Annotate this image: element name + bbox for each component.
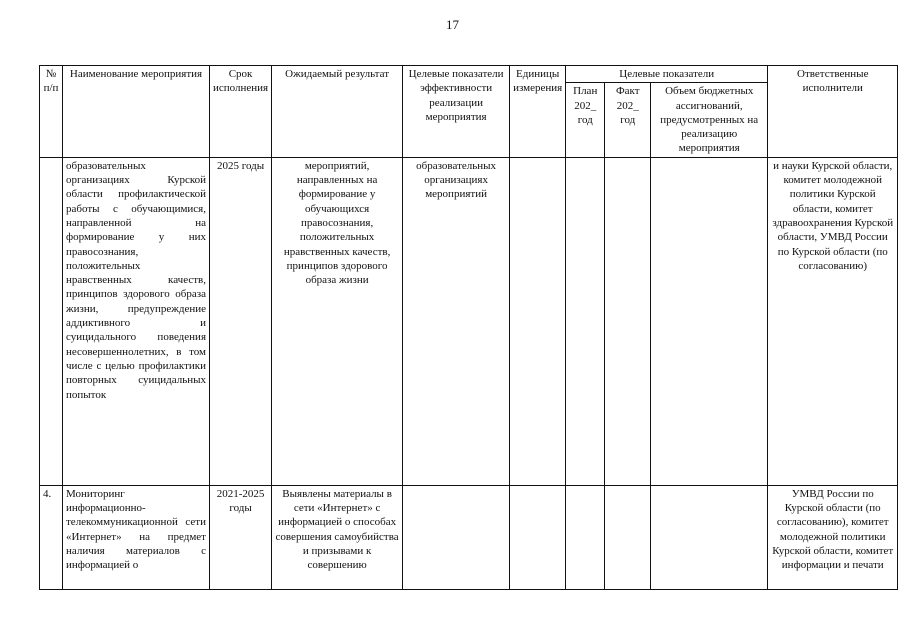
cell-indicators (403, 485, 510, 589)
cell-budget (651, 485, 768, 589)
cell-number (40, 157, 63, 485)
cell-name: образовательных организациях Курской области профилактической работы с обучающимися, направленной на формирование у них правосознания, положительных нравственных качеств, принципов здорового образа жизни, предупреждение аддиктивного и суицидального поведения несовершеннолетних, в том числе с целью профилактики повторных суицидальных попыток (63, 157, 210, 485)
cell-units (510, 157, 566, 485)
header-result: Ожидаемый результат (272, 66, 403, 158)
table-header (40, 66, 898, 158)
cell-budget (651, 157, 768, 485)
header-plan: План 202_ год (566, 83, 605, 157)
cell-name: Мониторинг информационно-телекоммуникационной сети «Интернет» на предмет наличия материалов с информацией о (63, 485, 210, 589)
cell-fact (605, 157, 651, 485)
header-number: № п/п (40, 66, 63, 158)
table-row (40, 485, 898, 589)
header-name: Наименование мероприятия (63, 66, 210, 158)
cell-number: 4. (40, 485, 63, 589)
cell-executors: и науки Курской области, комитет молодежной политики Курской области, комитет здравоохранения Курской области, УМВД России по Курской области (по согласованию) (768, 157, 898, 485)
cell-executors: УМВД России по Курской области (по согласованию), комитет молодежной политики Курской области, комитет информации и печати (768, 485, 898, 589)
header-budget: Объем бюджетных ассигнований, предусмотренных на реализацию мероприятия (651, 83, 768, 157)
cell-term: 2021-2025 годы (210, 485, 272, 589)
header-units: Единицы измерения (510, 66, 566, 158)
cell-fact (605, 485, 651, 589)
cell-term: 2025 годы (210, 157, 272, 485)
header-term: Срок исполнения (210, 66, 272, 158)
cell-units (510, 485, 566, 589)
cell-result: мероприятий, направленных на формирование у обучающихся правосознания, положительных нравственных качеств, принципов здорового образа жизни (272, 157, 403, 485)
page-number: 17 (446, 17, 459, 32)
cell-plan (566, 157, 605, 485)
header-indicators: Целевые показатели эффективности реализации мероприятия (403, 66, 510, 158)
cell-plan (566, 485, 605, 589)
header-target-group: Целевые показатели (566, 66, 768, 83)
measures-table (39, 65, 898, 590)
cell-result: Выявлены материалы в сети «Интернет» с информацией о способах совершения самоубийства и призывами к совершению (272, 485, 403, 589)
header-fact: Факт 202_ год (605, 83, 651, 157)
header-executors: Ответственные исполнители (768, 66, 898, 158)
table-row (40, 157, 898, 485)
cell-indicators: образовательных организациях мероприятий (403, 157, 510, 485)
